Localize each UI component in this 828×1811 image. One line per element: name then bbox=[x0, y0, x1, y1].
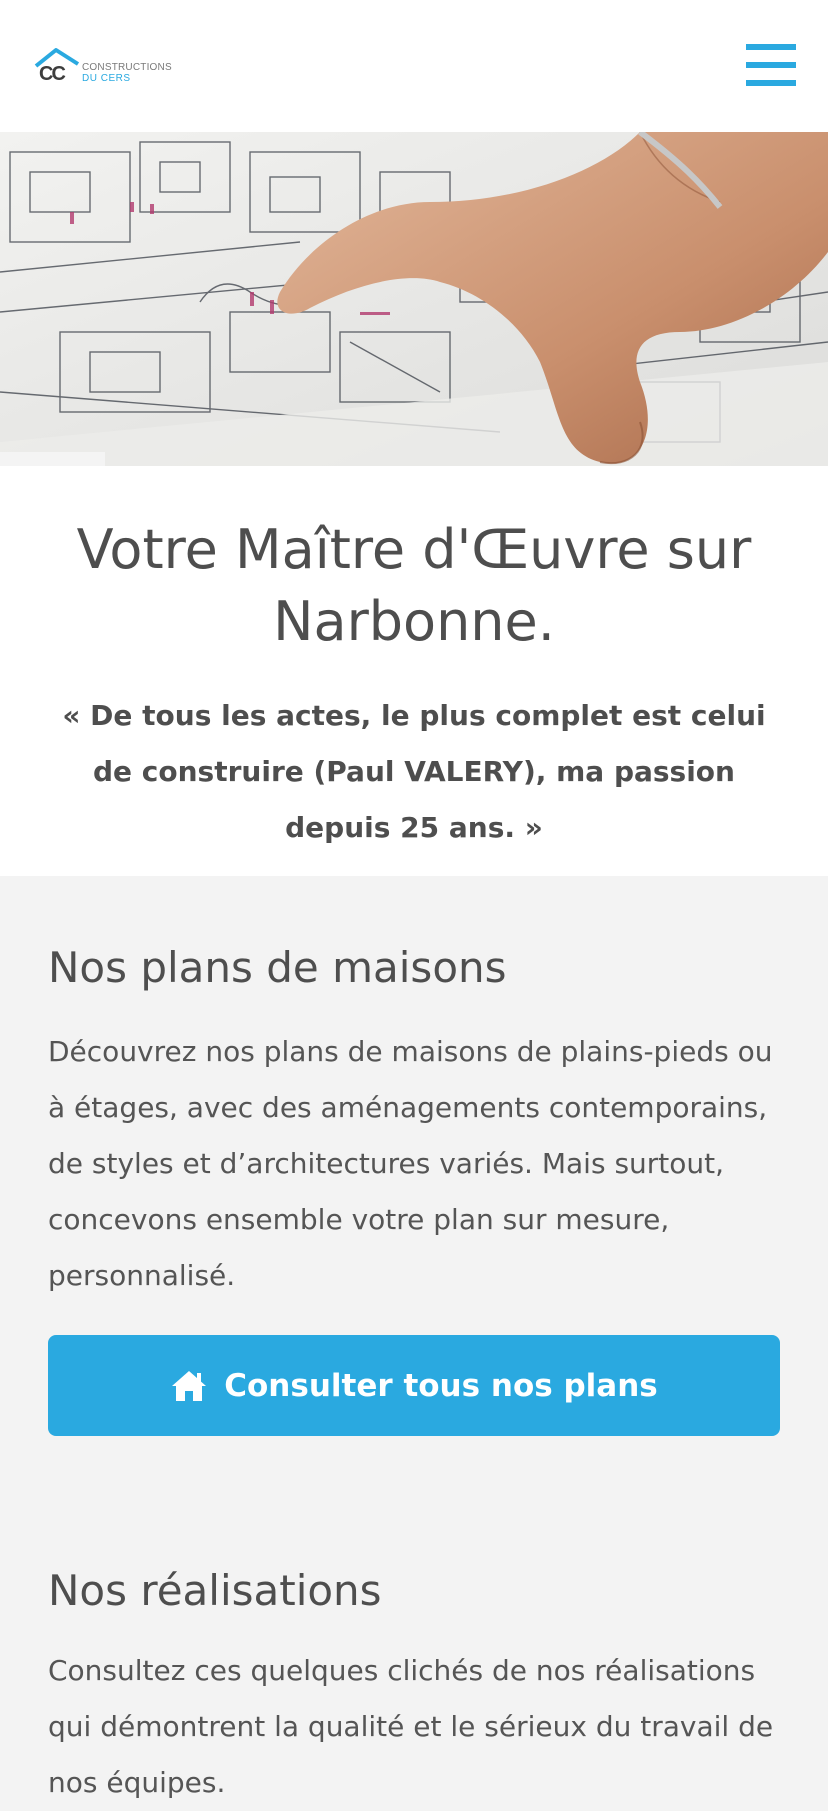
intro-quote: « De tous les actes, le plus complet est celui de construire (Paul VALERY), ma passion depuis 25 ans. » bbox=[62, 699, 766, 844]
plans-section-title: Nos plans de maisons bbox=[48, 943, 507, 992]
hero-image bbox=[0, 132, 828, 466]
hamburger-icon[interactable] bbox=[746, 44, 796, 86]
logo-line-1: CONSTRUCTIONS bbox=[82, 62, 172, 73]
home-icon bbox=[170, 1369, 208, 1403]
blueprint-illustration bbox=[0, 132, 828, 466]
logo-mark bbox=[34, 46, 82, 84]
page-title: Votre Maître d'Œuvre sur Narbonne. bbox=[76, 518, 752, 653]
logo-line-2: DU CERS bbox=[82, 73, 131, 84]
view-all-plans-button[interactable] bbox=[48, 1335, 780, 1436]
site-logo[interactable] bbox=[34, 46, 174, 86]
realisations-section-text: Consultez ces quelques clichés de nos réalisations qui démontrent la qualité et le sérieux du travail de nos équipes. bbox=[48, 1654, 774, 1799]
menu-bar-top bbox=[746, 44, 796, 50]
site-header bbox=[0, 0, 828, 132]
view-all-plans-label: Consulter tous nos plans bbox=[224, 1367, 658, 1404]
realisations-section-title: Nos réalisations bbox=[48, 1566, 382, 1615]
logo-wordmark bbox=[82, 62, 172, 84]
intro-section bbox=[0, 466, 828, 876]
plans-section-text: Découvrez nos plans de maisons de plains-pieds ou à étages, avec des aménagements contemporains, de styles et d’architectures variés. Mais surtout, concevons ensemble votre plan sur mesure, personnalisé. bbox=[48, 1035, 773, 1292]
menu-bar-middle bbox=[746, 62, 796, 68]
menu-bar-bottom bbox=[746, 80, 796, 86]
logo-monogram: CC bbox=[39, 63, 64, 84]
